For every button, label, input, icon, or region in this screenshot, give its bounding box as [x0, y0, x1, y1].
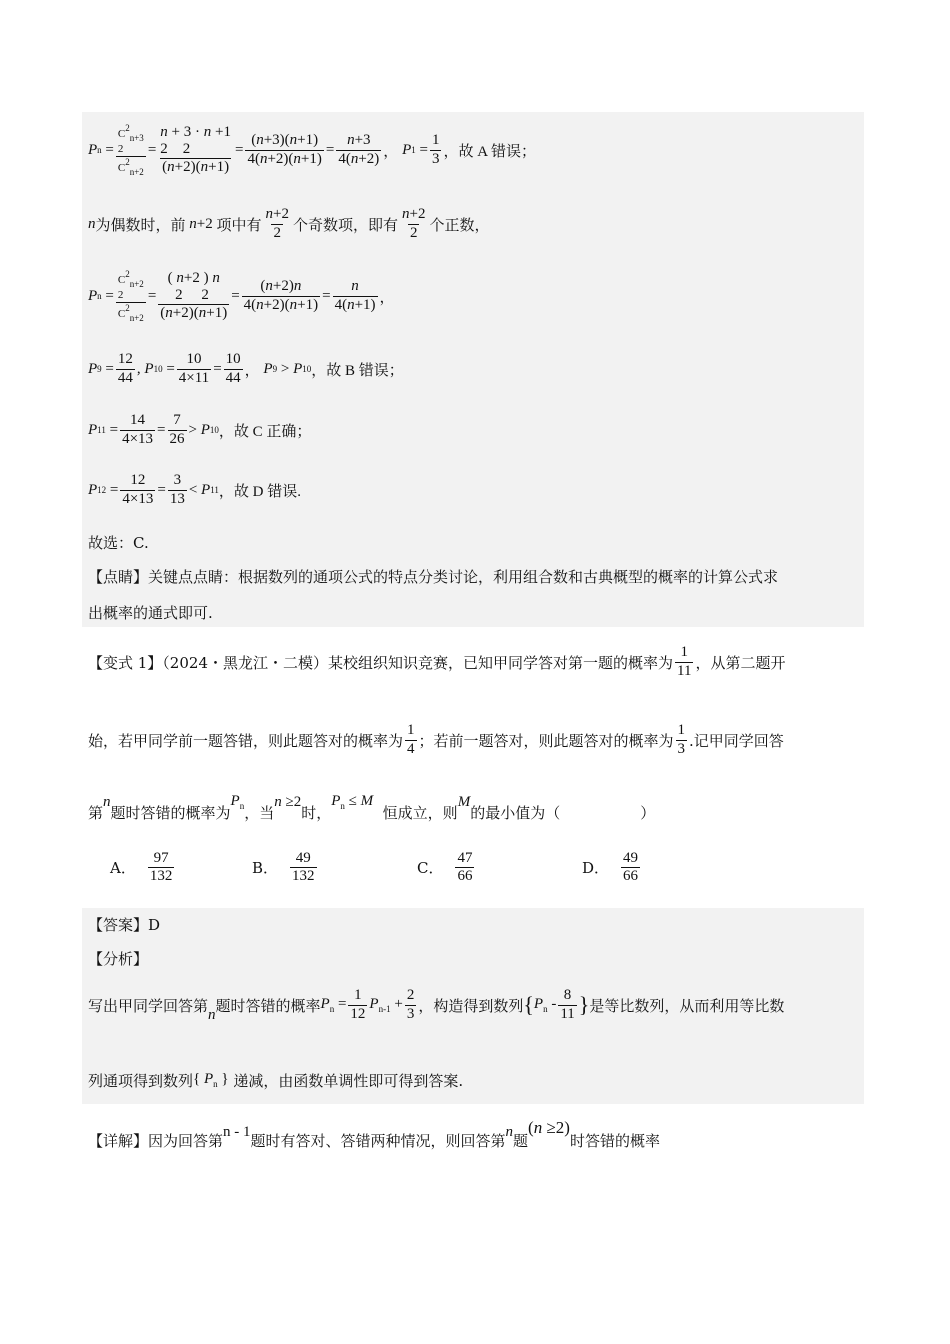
- even-text-c: 个奇数项，即有: [292, 215, 398, 234]
- option-a-den: 132: [149, 868, 173, 885]
- question-text-3g: ）: [640, 803, 656, 822]
- question-line-2: 始，若甲同学前一题答错，则此题答对的概率为 $\frac{1}{4}$ ；若前一题答对，则此题答对的概率为 $\frac{1}{3}$ .记甲同学回答: [88, 722, 784, 757]
- question-text-3e: 恒成立，则: [382, 803, 458, 822]
- option-d[interactable]: [582, 850, 642, 886]
- even-case-text: n 为偶数时，前 n +2 项中有 $\frac{n+2}{2}$ 个奇数项，即有 $\frac{n+2}{2}$ 个正数，: [88, 206, 490, 241]
- sol-sep-1: ，: [383, 143, 399, 160]
- p12-line: P 12 = $\frac{12}{4\times 13}$ = $\frac{3}{13}$ < P 11 ，故 D 错误.: [88, 472, 301, 507]
- conclusion-b: ，故 B 错误；: [311, 362, 404, 379]
- option-d-label: D．: [582, 859, 610, 878]
- question-text-3b: 题时答错的概率为: [110, 803, 231, 822]
- option-c[interactable]: [417, 850, 476, 886]
- question-text-2a: 始，若甲同学前一题答错，则此题答对的概率为: [88, 731, 404, 750]
- detail-line: 【详解】因为回答第 n - 1 题时有答对、答错两种情况，则回答第 n 题 (n ≥2) 时答错的概率: [88, 1118, 660, 1150]
- conclusion-c: ，故 C 正确；: [218, 423, 312, 440]
- analysis-text-1d: 是等比数列，从而利用等比数: [589, 996, 785, 1015]
- analysis-heading: 【分析】: [88, 949, 149, 968]
- option-b-den: 132: [292, 868, 315, 885]
- option-d-den: 66: [623, 868, 639, 885]
- option-b-num: 49: [295, 850, 311, 866]
- question-text-1b: ，从第二题开: [695, 653, 786, 672]
- question-text-3a: 第: [88, 803, 104, 822]
- even-text-a: 为偶数时，前: [95, 215, 186, 234]
- even-text-b: 项中有: [216, 215, 262, 234]
- detail-text-b: 题时有答对、答错两种情况，则回答第: [250, 1131, 506, 1150]
- question-text-2c: .记甲同学回答: [689, 731, 784, 750]
- p9-p10-line: P 9 = $\frac{12}{44}$ , P 10 = $\frac{10}{4\times 11}$ = $\frac{10}{44}$ ， P 9 > P 10 ，故 B 错误；: [88, 351, 404, 386]
- analysis-text-2b: 递减，由函数单调性即可得到答案.: [233, 1071, 464, 1090]
- analysis-text-1a: 写出甲同学回答第: [88, 996, 209, 1015]
- option-b-label: B．: [252, 859, 279, 878]
- option-c-den: 66: [457, 868, 473, 885]
- option-a-num: 97: [153, 850, 169, 866]
- question-line-1: 【变式 1】（2024・黑龙江・二模）某校组织知识竞赛，已知甲同学答对第一题的概率为 $\frac{1}{11}$ ，从第二题开: [88, 644, 786, 679]
- option-a-label: A．: [110, 859, 136, 878]
- final-choice: 故选：C.: [88, 533, 149, 552]
- detail-text-a: 【详解】因为回答第: [88, 1131, 224, 1150]
- question-text-3f: 的最小值为（: [470, 803, 561, 822]
- analysis-text-1b: 题时答错的概率: [215, 996, 321, 1015]
- p11-line: P 11 = $\frac{14}{4\times 13}$ = $\frac{7}{26}$ > P 10 ，故 C 正确；: [88, 412, 312, 447]
- question-text-1a: 【变式 1】（2024・黑龙江・二模）某校组织知识竞赛，已知甲同学答对第一题的概率为: [88, 653, 673, 672]
- analysis-text-1c: ，构造得到数列: [418, 996, 524, 1015]
- answer-line: 【答案】D: [88, 915, 161, 934]
- even-formula-tail: ，: [379, 289, 395, 306]
- question-text-2b: ；若前一题答对，则此题答对的概率为: [418, 731, 674, 750]
- option-a[interactable]: [110, 850, 176, 886]
- formula-odd-case: P n = $C^2_{n+3}$ 2 $C^2_{n+2}$ = n + 3 · n +1 2 2 (n+2)(n+1) = $\frac{(n+3)(n+1)}{4(n+2)(n+1)}$ = $\frac{n+3}{4(n+2)}$ ， P 1 = $\frac{1}{3}$ ，故 A 错误；: [88, 122, 536, 177]
- even-text-d: 个正数，: [429, 215, 490, 234]
- sol-conclusion-a: ，故 A 错误；: [443, 143, 536, 160]
- question-text-3d: 时，: [301, 803, 332, 822]
- question-text-3c: ，当: [244, 803, 275, 822]
- option-c-label: C．: [417, 859, 444, 878]
- analysis-line-1: 写出甲同学回答第 n 题时答错的概率 $P_n$ = $\frac{1}{12}$ $P_{n-1}$ + $\frac{2}{3}$ ，构造得到数列 { $P_n$ - $\frac{8}{11}$ } 是等比数列，从而利用等比数: [88, 987, 785, 1023]
- detail-text-c: 题: [513, 1131, 529, 1150]
- analysis-line-2: 列通项得到数列 { $P_n$ } 递减，由函数单调性即可得到答案.: [88, 1071, 464, 1090]
- conclusion-d: ，故 D 错误.: [218, 483, 301, 500]
- formula-even-case: P n = $C^2_{n+2}$ 2 $C^2_{n+2}$ = ( n+2 ) n 2 2 (n+2)(n+1) = $\frac{(n+2)n}{4(n+2)(n+1)}$ = $\frac{n}{4(n+1)}$ ，: [88, 268, 395, 323]
- tip-line-1: 【点睛】关键点点睛：根据数列的通项公式的特点分类讨论，利用组合数和古典概型的概率的计算公式求: [88, 567, 779, 586]
- option-c-num: 47: [457, 850, 473, 866]
- option-b[interactable]: [252, 850, 319, 886]
- option-d-num: 49: [623, 850, 639, 866]
- tip-line-2: 出概率的通式即可.: [88, 603, 213, 622]
- detail-text-d: 时答错的概率: [569, 1131, 660, 1150]
- question-line-3: 第 n 题时答错的概率为 $P_n$ ，当 n ≥2 时， $P_n \le M$ 恒成立，则 M 的最小值为（ ）: [88, 793, 656, 822]
- analysis-text-2a: 列通项得到数列: [88, 1071, 194, 1090]
